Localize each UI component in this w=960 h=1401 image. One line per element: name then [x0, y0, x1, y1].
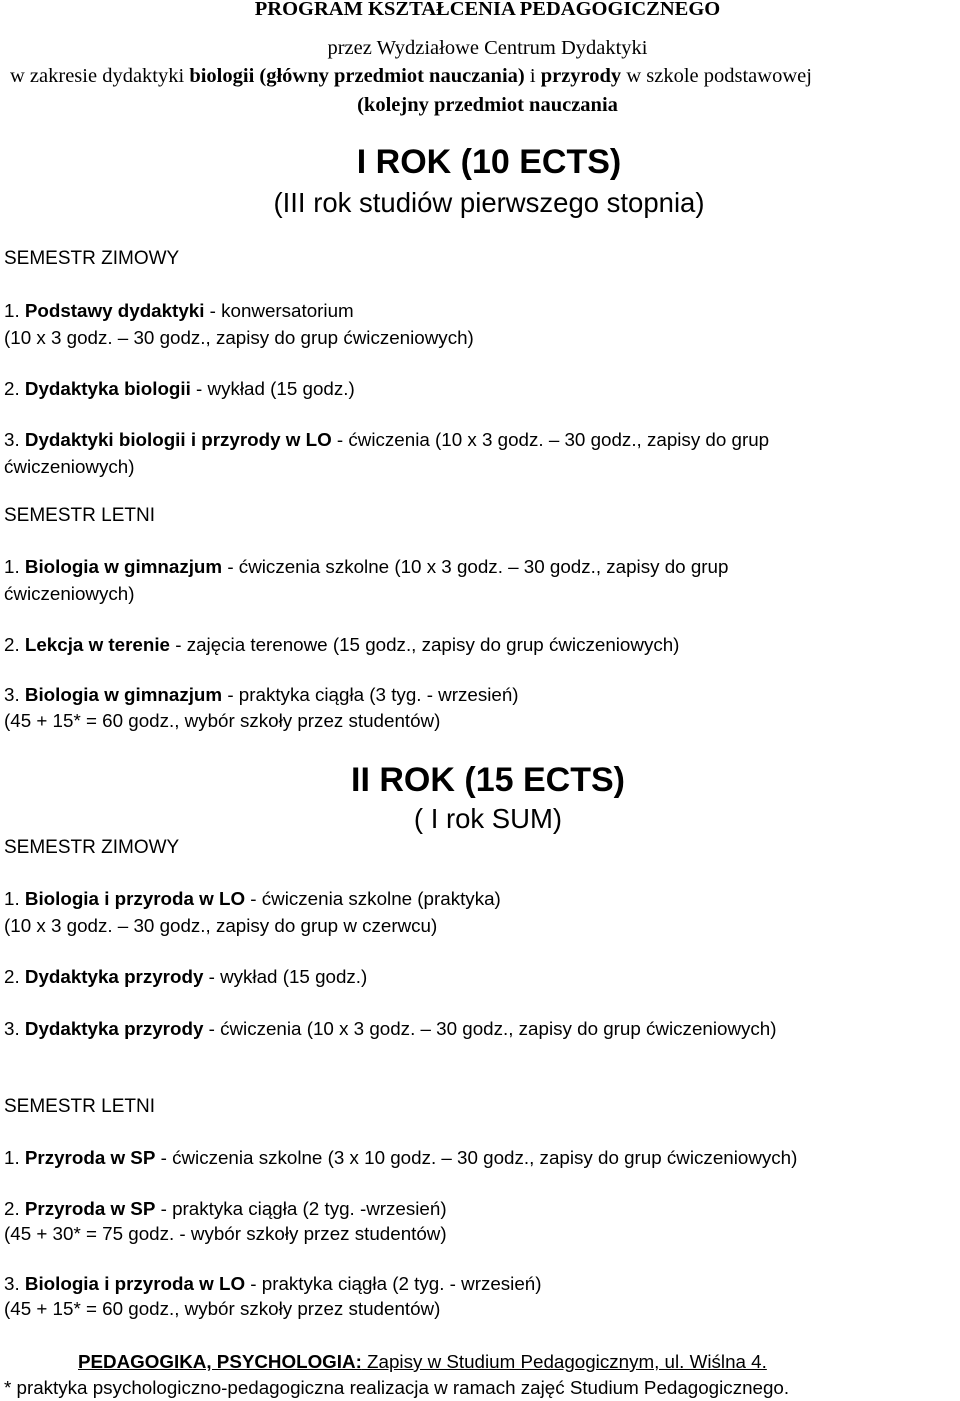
year-2-summer-semester-label: SEMESTR LETNI — [4, 1096, 155, 1117]
year-1-winter-item-3-details: ćwiczeniowych) — [4, 456, 135, 477]
year-1-winter-item-2: 2. Dydaktyka biologii - wykład (15 godz.) — [4, 378, 355, 399]
year-1-subtitle: (III rok studiów pierwszego stopnia) — [273, 187, 705, 218]
year-1-winter-item-3: 3. Dydaktyki biologii i przyrody w LO - ćwiczenia (10 x 3 godz. – 30 godz., zapisy do grup — [4, 429, 770, 450]
year-1-summer-item-1-details: ćwiczeniowych) — [4, 583, 135, 604]
year-2-winter-item-3: 3. Dydaktyka przyrody - ćwiczenia (10 x 3 godz. – 30 godz., zapisy do grup ćwiczeniowych) — [4, 1018, 777, 1039]
year-1-summer-item-2: 2. Lekcja w terenie - zajęcia terenowe (15 godz., zapisy do grup ćwiczeniowych) — [4, 634, 680, 655]
year-2-summer-item-3-details: (45 + 15* = 60 godz., wybór szkoły przez studentów) — [4, 1298, 441, 1319]
header-line-2: w zakresie dydaktyki biologii (główny przedmiot nauczania) i przyrody w szkole podstawowej — [10, 65, 812, 87]
year-2-winter-item-1-details: (10 x 3 godz. – 30 godz., zapisy do grup w czerwcu) — [4, 915, 438, 936]
year-2-summer-item-1: 1. Przyroda w SP - ćwiczenia szkolne (3 x 10 godz. – 30 godz., zapisy do grup ćwiczeniowych) — [4, 1147, 798, 1168]
year-2-summer-item-3: 3. Biologia i przyroda w LO - praktyka ciągła (2 tyg. - wrzesień) — [4, 1273, 542, 1294]
header-line-1: przez Wydziałowe Centrum Dydaktyki — [327, 37, 648, 59]
document-title: PROGRAM KSZTAŁCENIA PEDAGOGICZNEGO — [254, 0, 721, 20]
year-1-title: I ROK (10 ECTS) — [356, 143, 622, 181]
year-1-winter-item-1: 1. Podstawy dydaktyki - konwersatorium — [4, 300, 354, 321]
year-2-summer-item-2-details: (45 + 30* = 75 godz. - wybór szkoły przez studentów) — [4, 1223, 447, 1244]
footer-pedagogy-note: PEDAGOGIKA, PSYCHOLOGIA: Zapisy w Studium Pedagogicznym, ul. Wiślna 4. — [78, 1351, 767, 1372]
footer-footnote: * praktyka psychologiczno-pedagogiczna realizacja w ramach zajęć Studium Pedagogicznego. — [4, 1377, 790, 1398]
year-2-winter-semester-label: SEMESTR ZIMOWY — [4, 837, 180, 858]
year-2-summer-item-2: 2. Przyroda w SP - praktyka ciągła (2 tyg. -wrzesień) — [4, 1198, 447, 1219]
header-line-3: (kolejny przedmiot nauczania — [357, 94, 618, 116]
year-2-winter-item-2: 2. Dydaktyka przyrody - wykład (15 godz.) — [4, 966, 368, 987]
year-2-title: II ROK (15 ECTS) — [351, 761, 625, 799]
year-1-summer-item-3: 3. Biologia w gimnazjum - praktyka ciągła (3 tyg. - wrzesień) — [4, 684, 519, 705]
year-2-subtitle: ( I rok SUM) — [413, 803, 563, 834]
year-2-winter-item-1: 1. Biologia i przyroda w LO - ćwiczenia szkolne (praktyka) — [4, 888, 501, 909]
year-1-winter-semester-label: SEMESTR ZIMOWY — [4, 248, 180, 269]
year-1-summer-semester-label: SEMESTR LETNI — [4, 505, 155, 526]
year-1-summer-item-3-details: (45 + 15* = 60 godz., wybór szkoły przez studentów) — [4, 710, 441, 731]
year-1-summer-item-1: 1. Biologia w gimnazjum - ćwiczenia szkolne (10 x 3 godz. – 30 godz., zapisy do grup — [4, 556, 729, 577]
year-1-winter-item-1-details: (10 x 3 godz. – 30 godz., zapisy do grup ćwiczeniowych) — [4, 327, 474, 348]
